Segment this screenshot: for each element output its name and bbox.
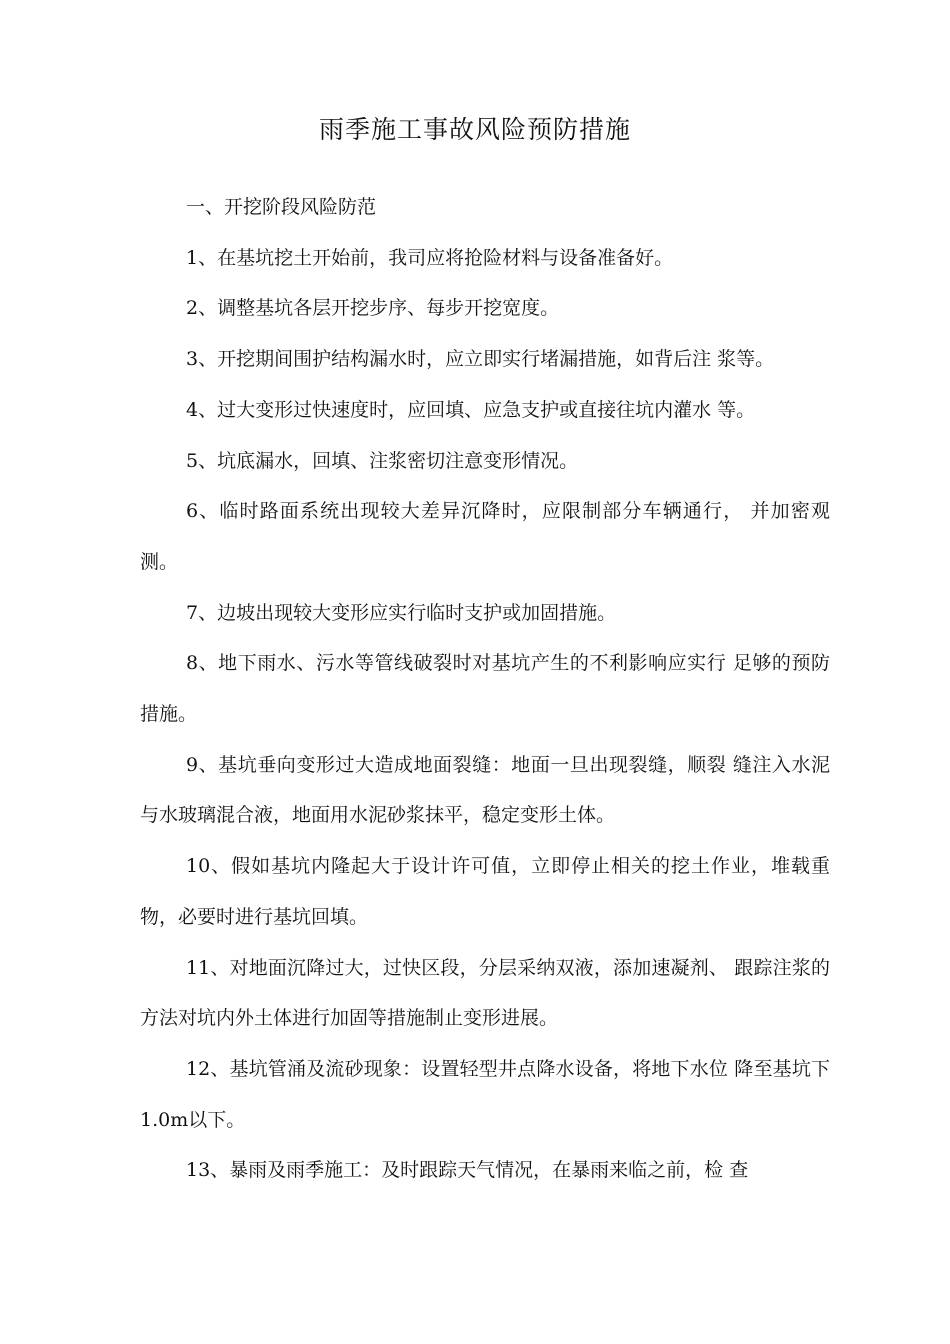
paragraph: 6、临时路面系统出现较大差异沉降时，应限制部分车辆通行， 并加密观测。 xyxy=(140,500,830,573)
paragraph: 12、基坑管涌及流砂现象：设置轻型井点降水设备，将地下水位 降至基坑下1.0m以下。 xyxy=(140,1057,830,1131)
section-heading: 一、开挖阶段风险防范 xyxy=(186,196,377,218)
document-body xyxy=(140,182,830,1196)
paragraph: 5、坑底漏水，回填、注浆密切注意变形情况。 xyxy=(186,449,579,472)
paragraph: 10、假如基坑内隆起大于设计许可值，立即停止相关的挖土作业，堆载重物，必要时进行基坑回填。 xyxy=(140,855,830,928)
paragraph: 13、暴雨及雨季施工：及时跟踪天气情况，在暴雨来临之前，检 查 xyxy=(186,1159,749,1182)
paragraph: 4、过大变形过快速度时，应回填、应急支护或直接往坑内灌水 等。 xyxy=(186,398,756,421)
paragraph: 11、对地面沉降过大，过快区段，分层采纳双液，添加速凝剂、 跟踪注浆的方法对坑内外土体进行加固等措施制止变形进展。 xyxy=(140,956,830,1030)
paragraph: 9、基坑垂向变形过大造成地面裂缝：地面一旦出现裂缝，顺裂 缝注入水泥与水玻璃混合液，地面用水泥砂浆抹平，稳定变形土体。 xyxy=(140,753,830,827)
paragraph: 3、开挖期间围护结构漏水时，应立即实行堵漏措施，如背后注 浆等。 xyxy=(186,348,775,371)
paragraph: 7、边坡出现较大变形应实行临时支护或加固措施。 xyxy=(186,601,617,624)
document-title: 雨季施工事故风险预防措施 xyxy=(318,115,631,144)
paragraph: 8、地下雨水、污水等管线破裂时对基坑产生的不利影响应实行 足够的预防措施。 xyxy=(140,652,830,726)
paragraph: 1、在基坑挖土开始前，我司应将抢险材料与设备准备好。 xyxy=(186,246,674,269)
paragraph: 2、调整基坑各层开挖步序、每步开挖宽度。 xyxy=(186,297,560,320)
